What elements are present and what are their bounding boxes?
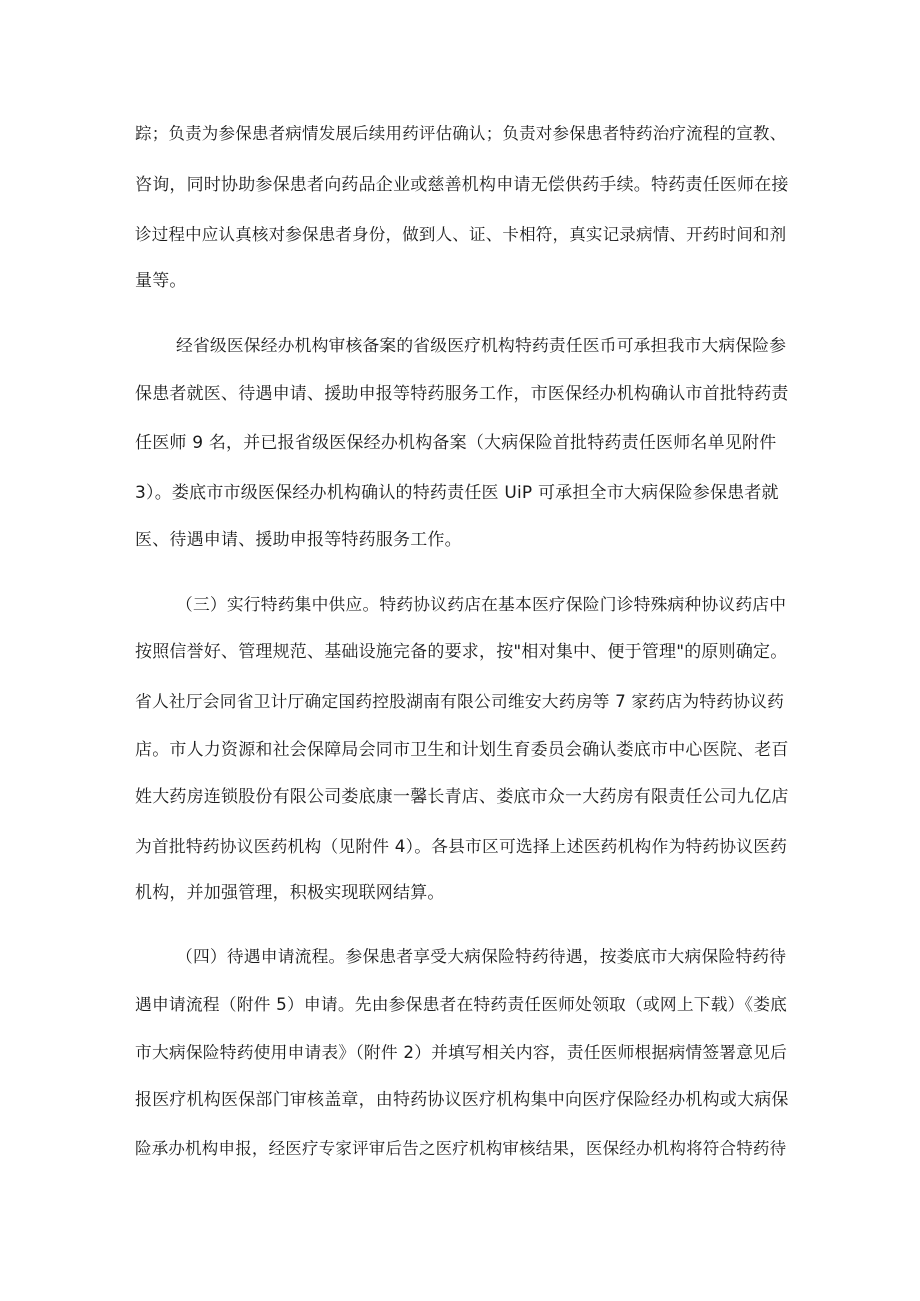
text-line: 保患者就医、待遇申请、援助申报等特药服务工作，市医保经办机构确认市首批特药责 <box>135 384 789 404</box>
text-line: 市大病保险特药使用申请表》（附件 2）并填写相关内容，责任医师根据病情签署意见后 <box>135 1042 788 1062</box>
text-line: 机构，并加强管理，积极实现联网结算。 <box>135 883 445 903</box>
text-line: （三）实行特药集中供应。特药协议药店在基本医疗保险门诊特殊病种协议药店中 <box>176 594 787 614</box>
text-line: 为首批特药协议医药机构（见附件 4）。各县市区可选择上述医药机构作为特药协议医药 <box>135 836 788 856</box>
text-line: 经省级医保经办机构审核备案的省级医疗机构特药责任医币可承担我市大病保险参 <box>176 335 787 355</box>
text-line: 诊过程中应认真核对参保患者身份，做到人、证、卡相符，真实记录病情、开药时间和剂 <box>135 225 787 244</box>
text-line: 任医师 9 名，并已报省级医保经办机构备案（大病保险首批特药责任医师名单见附件 <box>135 433 777 453</box>
text-line: （四）待遇申请流程。参保患者享受大病保险特药待遇，按娄底市大病保险特药待 <box>176 946 787 966</box>
text-line: 咨询，同时协助参保患者向药品企业或慈善机构申请无偿供药手续。特药责任医师在接 <box>135 175 789 195</box>
text-line: 医、待遇申请、援助申报等特药服务工作。 <box>135 530 462 550</box>
text-line: 3）。娄底市市级医保经办机构确认的特药责任医 UiP 可承担全市大病保险参保患者就 <box>135 483 779 503</box>
text-line: 遇申请流程（附件 5）申请。先由参保患者在特药责任医师处领取（或网上下载）《娄底 <box>135 994 788 1014</box>
text-line: 险承办机构申报，经医疗专家评审后告之医疗机构审核结果，医保经办机构将符合特药待 <box>135 1139 787 1158</box>
text-line: 按照信誉好、管理规范、基础设施完备的要求，按"相对集中、便于管理"的原则确定。 <box>135 642 788 662</box>
text-line: 店。市人力资源和社会保障局会同市卫生和计划生育委员会确认娄底市中心医院、老百 <box>135 740 789 760</box>
text-line: 姓大药房连锁股份有限公司娄底康一馨长青店、娄底市众一大药房有限责任公司九亿店 <box>135 787 789 807</box>
text-line: 量等。 <box>135 271 187 291</box>
text-line: 省人社厅会同省卫计厅确定国药控股湖南有限公司维安大药房等 7 家药店为特药协议药 <box>135 691 785 711</box>
text-line: 报医疗机构医保部门审核盖章，由特药协议医疗机构集中向医疗保险经办机构或大病保 <box>135 1090 789 1110</box>
text-line: 踪；负责为参保患者病情发展后续用药评估确认；负责对参保患者特药治疗流程的宣教、 <box>135 124 787 143</box>
